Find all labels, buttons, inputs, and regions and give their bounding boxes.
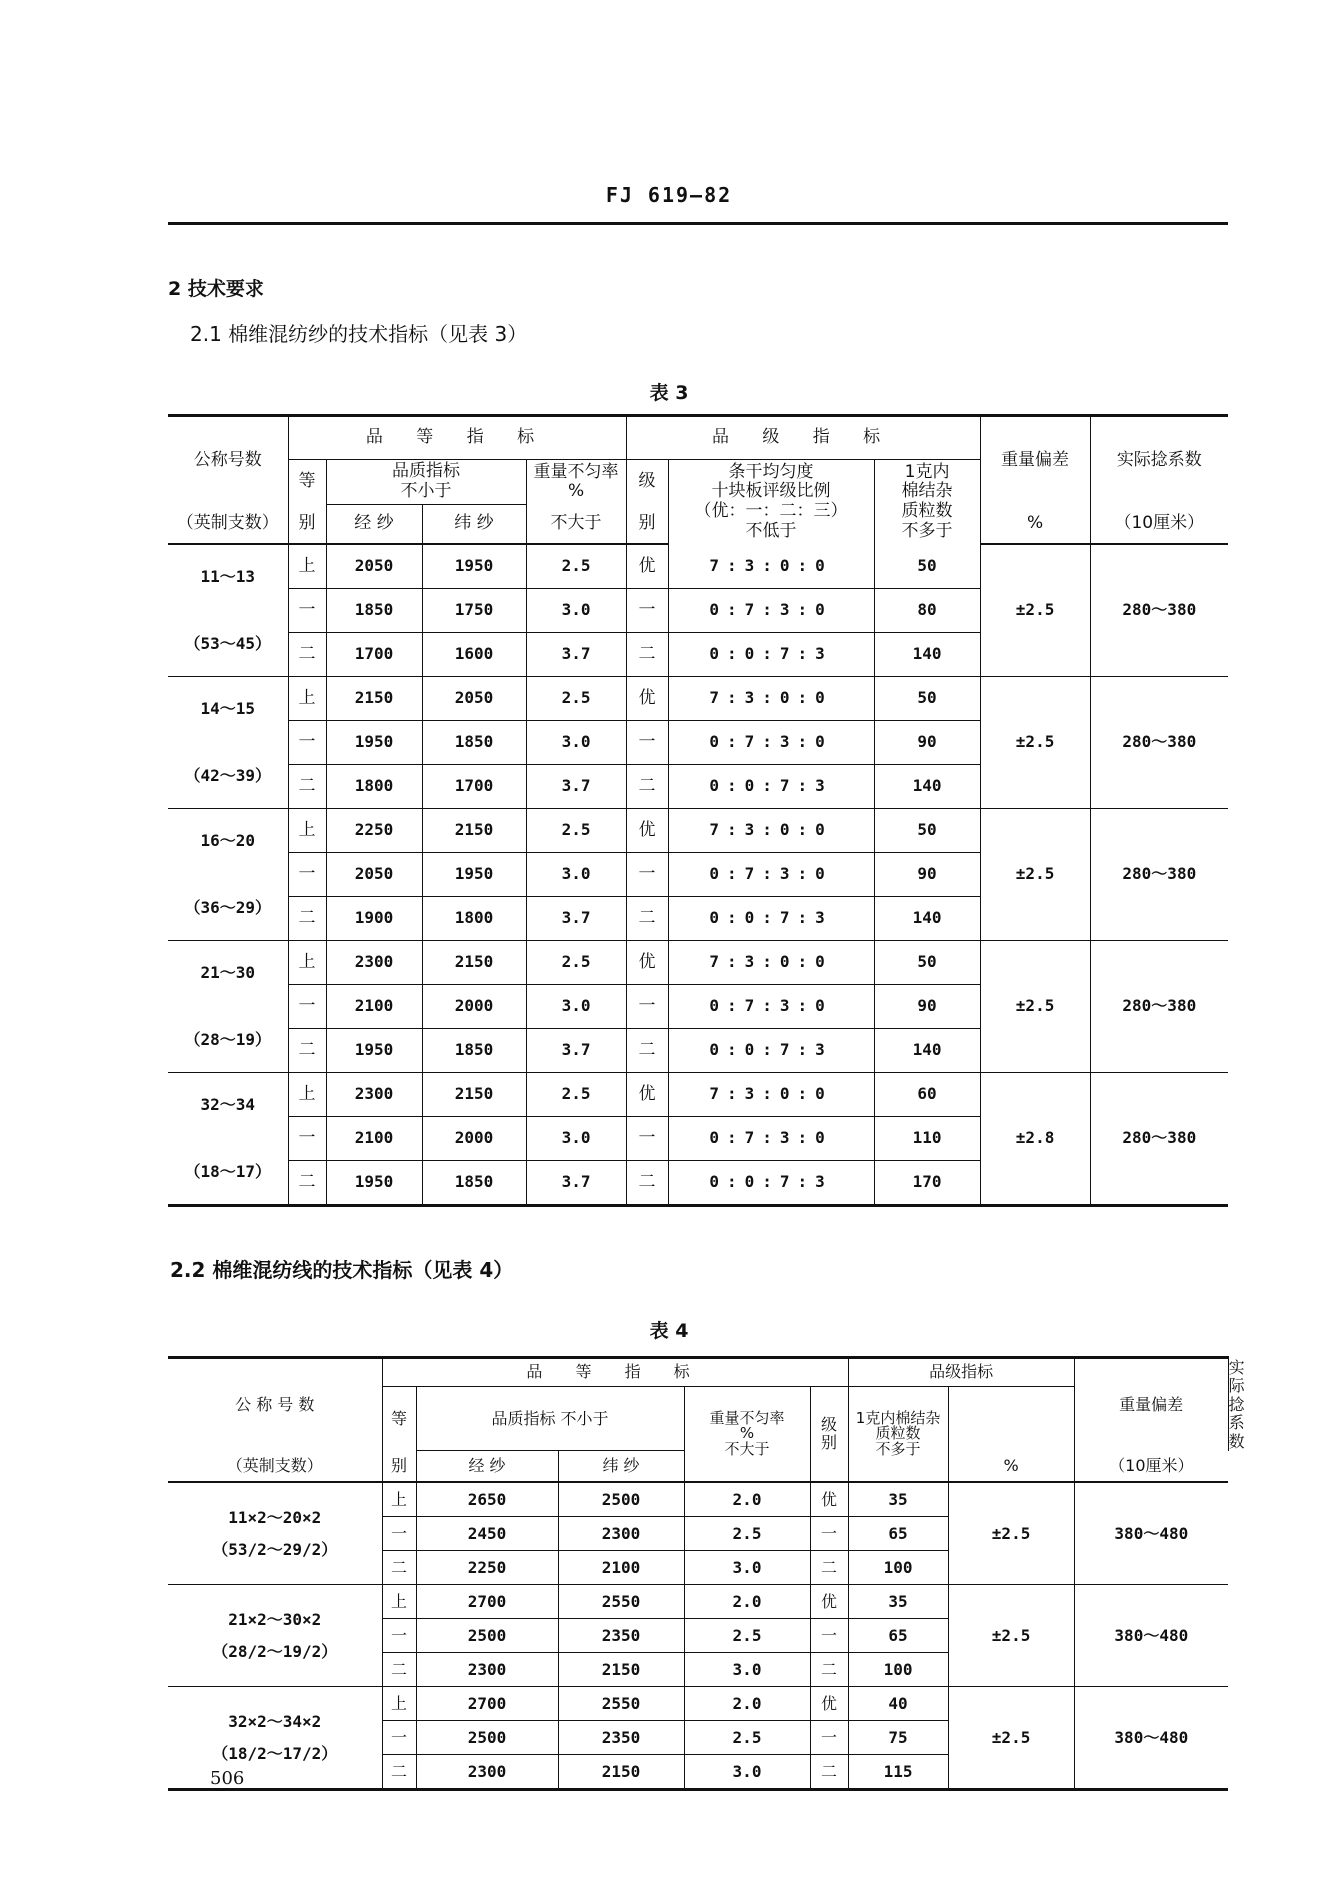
grade: 上 <box>288 809 326 853</box>
neps-count: 40 <box>848 1687 948 1721</box>
warp-strength: 1950 <box>326 721 422 765</box>
level: 二 <box>626 1161 668 1206</box>
evenness-ratio: 7:3:0:0 <box>668 809 874 853</box>
warp-strength: 2500 <box>416 1619 558 1653</box>
grade: 一 <box>288 589 326 633</box>
grade: 上 <box>288 941 326 985</box>
level: 一 <box>810 1619 848 1653</box>
weight-unevenness: 2.5 <box>684 1517 810 1551</box>
count-value: 16～20 <box>200 831 256 851</box>
grade: 一 <box>382 1721 416 1755</box>
neps-count: 90 <box>874 985 980 1029</box>
weft-strength: 1850 <box>422 1161 526 1206</box>
evenness-ratio: 0:0:7:3 <box>668 897 874 941</box>
warp-strength: 2050 <box>326 544 422 589</box>
count-range <box>168 1073 288 1206</box>
neps-count: 50 <box>874 544 980 589</box>
weight-deviation: ±2.5 <box>980 809 1090 941</box>
twist-factor: 380～480 <box>1074 1482 1228 1585</box>
t4-header-grade: 等 <box>382 1387 416 1451</box>
evenness-ratio: 0:0:7:3 <box>668 633 874 677</box>
t4-header-grade-group: 品 等 指 标 <box>382 1358 848 1387</box>
header-count-sub: （英制支数） <box>168 505 288 545</box>
grade: 一 <box>288 721 326 765</box>
page-number: 506 <box>210 1768 245 1789</box>
header-grade: 等 <box>288 460 326 505</box>
warp-strength: 2250 <box>416 1551 558 1585</box>
weight-deviation: ±2.5 <box>980 544 1090 677</box>
header-uneven: 重量不匀率 % <box>526 460 626 505</box>
header-deviation: 重量偏差 <box>980 416 1090 505</box>
english-count: （42～39） <box>184 765 272 785</box>
t4-header-count-sub: （英制支数） <box>168 1451 382 1483</box>
t4-header-quality: 品质指标 不小于 <box>416 1387 684 1451</box>
twist-factor: 280～380 <box>1090 809 1228 941</box>
count-value: 14～15 <box>200 699 256 719</box>
warp-strength: 1850 <box>326 589 422 633</box>
header-deviation-unit: % <box>980 505 1090 545</box>
warp-strength: 2300 <box>416 1755 558 1790</box>
grade: 二 <box>288 897 326 941</box>
t4-header-twist-unit: （10厘米） <box>1074 1451 1228 1483</box>
t4-header-count: 公 称 号 数 <box>168 1358 382 1451</box>
level: 优 <box>810 1482 848 1517</box>
count-range <box>168 1585 382 1687</box>
level: 一 <box>626 721 668 765</box>
grade: 二 <box>288 633 326 677</box>
weft-strength: 2150 <box>422 941 526 985</box>
section-2-2-heading: 2.2 棉维混纺线的技术指标（见表 4） <box>170 1258 514 1282</box>
neps-count: 35 <box>848 1482 948 1517</box>
weight-unevenness: 3.7 <box>526 765 626 809</box>
warp-strength: 2300 <box>416 1653 558 1687</box>
table-4-caption: 表 4 <box>649 1320 689 1342</box>
evenness-ratio: 0:7:3:0 <box>668 589 874 633</box>
warp-strength: 1700 <box>326 633 422 677</box>
weight-unevenness: 3.0 <box>684 1755 810 1790</box>
warp-strength: 2300 <box>326 941 422 985</box>
weft-strength: 2000 <box>422 1117 526 1161</box>
twist-factor: 380～480 <box>1074 1585 1228 1687</box>
weft-strength: 2350 <box>558 1721 684 1755</box>
neps-count: 90 <box>874 721 980 765</box>
level: 二 <box>626 633 668 677</box>
neps-count: 50 <box>874 677 980 721</box>
warp-strength: 2100 <box>326 1117 422 1161</box>
weft-strength: 1950 <box>422 853 526 897</box>
t4-header-uneven: 重量不匀率 % 不大于 <box>684 1387 810 1483</box>
grade: 上 <box>382 1687 416 1721</box>
weft-strength: 2550 <box>558 1585 684 1619</box>
t4-header-warp: 经 纱 <box>416 1451 558 1483</box>
neps-count: 170 <box>874 1161 980 1206</box>
weight-unevenness: 3.0 <box>684 1551 810 1585</box>
weft-strength: 2300 <box>558 1517 684 1551</box>
level: 二 <box>810 1653 848 1687</box>
t4-header-neps: 1克内棉结杂 质粒数 不多于 <box>848 1387 948 1483</box>
weight-deviation: ±2.5 <box>980 677 1090 809</box>
weft-strength: 1950 <box>422 544 526 589</box>
grade: 上 <box>382 1482 416 1517</box>
weight-unevenness: 2.5 <box>526 1073 626 1117</box>
neps-count: 140 <box>874 765 980 809</box>
evenness-ratio: 0:7:3:0 <box>668 1117 874 1161</box>
neps-count: 115 <box>848 1755 948 1790</box>
level: 优 <box>810 1687 848 1721</box>
header-level-b: 别 <box>626 505 668 545</box>
weft-strength: 2100 <box>558 1551 684 1585</box>
weight-unevenness: 3.0 <box>526 1117 626 1161</box>
header-twist: 实际捻系数 <box>1090 416 1228 505</box>
warp-strength: 1950 <box>326 1029 422 1073</box>
english-count: （53/2～29/2） <box>212 1539 338 1559</box>
level: 优 <box>626 677 668 721</box>
grade: 二 <box>382 1551 416 1585</box>
header-neps: 1克内 棉结杂 质粒数 不多于 <box>874 460 980 545</box>
weft-strength: 1750 <box>422 589 526 633</box>
level: 二 <box>626 897 668 941</box>
weft-strength: 1850 <box>422 1029 526 1073</box>
grade: 一 <box>288 1117 326 1161</box>
neps-count: 100 <box>848 1551 948 1585</box>
grade: 上 <box>288 544 326 589</box>
warp-strength: 2450 <box>416 1517 558 1551</box>
level: 一 <box>626 589 668 633</box>
grade: 上 <box>382 1585 416 1619</box>
weight-unevenness: 3.0 <box>526 985 626 1029</box>
evenness-ratio: 0:7:3:0 <box>668 985 874 1029</box>
level: 一 <box>626 985 668 1029</box>
count-value: 21～30 <box>200 963 256 983</box>
count-range <box>168 1482 382 1585</box>
twist-factor: 280～380 <box>1090 941 1228 1073</box>
twist-factor: 280～380 <box>1090 1073 1228 1206</box>
evenness-ratio: 0:7:3:0 <box>668 721 874 765</box>
warp-strength: 1950 <box>326 1161 422 1206</box>
section-2-1-heading: 2.1 棉维混纺纱的技术指标（见表 3） <box>190 322 528 346</box>
weight-unevenness: 2.5 <box>526 677 626 721</box>
warp-strength: 2650 <box>416 1482 558 1517</box>
weight-unevenness: 2.5 <box>684 1619 810 1653</box>
weight-unevenness: 2.5 <box>526 544 626 589</box>
grade: 一 <box>288 853 326 897</box>
level: 二 <box>626 1029 668 1073</box>
table-4: 公 称 号 数 品 等 指 标 品级指标 重量偏差 实际捻系数 等 品质指标 不小于 重量不匀率 % 不大于 级 别 1克内棉结杂 质粒数 不多于 （英制支数） 别 经 纱 纬 纱 % （10厘米） 11×2～20×2 （53/2～29/2） 上 2650 2500 2.0 优 35 ±2.5 380～480 一 2450 2300 2.5 一 65 二 2250 2100 3.0 二 100 21×2～30×2 （28/2～19/2） 上 2700 2550 2.0 优 35 ±2.5 380～480 一 2500 2350 2.5 一 65 二 2300 2150 3.0 二 100 32×2～34×2 （18/2～17/2） 上 2700 2550 2.0 优 40 ±2.5 380～480 一 2500 2350 2.5 一 75 二 2300 2150 3.0 二 115 <box>168 1356 1228 1791</box>
header-warp: 经 纱 <box>326 505 422 545</box>
header-count: 公称号数 <box>168 416 288 505</box>
header-weft: 纬 纱 <box>422 505 526 545</box>
header-grade-group: 品 等 指 标 <box>288 416 626 460</box>
weft-strength: 2500 <box>558 1482 684 1517</box>
level: 优 <box>810 1585 848 1619</box>
neps-count: 50 <box>874 809 980 853</box>
neps-count: 60 <box>874 1073 980 1117</box>
header-uneven-sub: 不大于 <box>526 505 626 545</box>
warp-strength: 2300 <box>326 1073 422 1117</box>
warp-strength: 2700 <box>416 1687 558 1721</box>
level: 二 <box>626 765 668 809</box>
english-count: （53～45） <box>184 633 272 653</box>
weight-deviation: ±2.5 <box>948 1482 1074 1585</box>
weight-unevenness: 3.7 <box>526 1161 626 1206</box>
weight-unevenness: 3.0 <box>526 589 626 633</box>
neps-count: 110 <box>874 1117 980 1161</box>
neps-count: 75 <box>848 1721 948 1755</box>
twist-factor: 380～480 <box>1074 1687 1228 1790</box>
t4-header-deviation-unit: % <box>948 1451 1074 1483</box>
weight-unevenness: 3.7 <box>526 1029 626 1073</box>
warp-strength: 2700 <box>416 1585 558 1619</box>
evenness-ratio: 0:7:3:0 <box>668 853 874 897</box>
level: 一 <box>810 1721 848 1755</box>
header-quality: 品质指标 不小于 <box>326 460 526 505</box>
english-count: （18～17） <box>184 1161 272 1181</box>
grade: 一 <box>382 1619 416 1653</box>
weft-strength: 1600 <box>422 633 526 677</box>
warp-strength: 1900 <box>326 897 422 941</box>
level: 一 <box>626 853 668 897</box>
count-value: 32×2～34×2 <box>228 1711 322 1731</box>
weft-strength: 2050 <box>422 677 526 721</box>
warp-strength: 2500 <box>416 1721 558 1755</box>
warp-strength: 2150 <box>326 677 422 721</box>
neps-count: 90 <box>874 853 980 897</box>
weft-strength: 2150 <box>558 1755 684 1790</box>
header-evenness: 条干均匀度 十块板评级比例 （优：一：二：三） 不低于 <box>668 460 874 545</box>
weft-strength: 2350 <box>558 1619 684 1653</box>
warp-strength: 2250 <box>326 809 422 853</box>
count-range <box>168 544 288 677</box>
weight-unevenness: 3.0 <box>526 721 626 765</box>
twist-factor: 280～380 <box>1090 544 1228 677</box>
weight-deviation: ±2.5 <box>980 941 1090 1073</box>
evenness-ratio: 7:3:0:0 <box>668 544 874 589</box>
level: 一 <box>810 1517 848 1551</box>
level: 优 <box>626 941 668 985</box>
count-range <box>168 941 288 1073</box>
level: 优 <box>626 809 668 853</box>
neps-count: 140 <box>874 897 980 941</box>
grade: 一 <box>382 1517 416 1551</box>
english-count: （18/2～17/2） <box>212 1743 338 1763</box>
weight-deviation: ±2.8 <box>980 1073 1090 1206</box>
evenness-ratio: 7:3:0:0 <box>668 941 874 985</box>
count-value: 21×2～30×2 <box>228 1609 322 1629</box>
weft-strength: 2150 <box>422 809 526 853</box>
document-number: FJ 619—82 <box>605 183 733 207</box>
evenness-ratio: 7:3:0:0 <box>668 677 874 721</box>
twist-factor: 280～380 <box>1090 677 1228 809</box>
neps-count: 65 <box>848 1517 948 1551</box>
t4-header-grade-b: 别 <box>382 1451 416 1483</box>
neps-count: 100 <box>848 1653 948 1687</box>
grade: 一 <box>288 985 326 1029</box>
english-count: （28～19） <box>184 1029 272 1049</box>
weft-strength: 1700 <box>422 765 526 809</box>
grade: 上 <box>288 677 326 721</box>
level: 二 <box>810 1551 848 1585</box>
weight-deviation: ±2.5 <box>948 1687 1074 1790</box>
grade: 二 <box>288 1161 326 1206</box>
weight-unevenness: 2.5 <box>526 941 626 985</box>
weft-strength: 2550 <box>558 1687 684 1721</box>
level: 优 <box>626 1073 668 1117</box>
count-range <box>168 1687 382 1790</box>
t4-header-level: 级 别 <box>810 1387 848 1483</box>
table-3 <box>168 414 1228 1207</box>
neps-count: 140 <box>874 1029 980 1073</box>
warp-strength: 2050 <box>326 853 422 897</box>
level: 二 <box>810 1755 848 1790</box>
header-rule <box>168 222 1228 225</box>
neps-count: 80 <box>874 589 980 633</box>
grade: 二 <box>288 765 326 809</box>
grade: 上 <box>288 1073 326 1117</box>
weight-unevenness: 2.0 <box>684 1482 810 1517</box>
t4-header-level-group: 品级指标 <box>848 1358 1074 1387</box>
weight-unevenness: 3.0 <box>526 853 626 897</box>
english-count: （36～29） <box>184 897 272 917</box>
header-twist-unit: （10厘米） <box>1090 505 1228 545</box>
weight-unevenness: 3.0 <box>684 1653 810 1687</box>
weft-strength: 2150 <box>422 1073 526 1117</box>
weight-unevenness: 3.7 <box>526 897 626 941</box>
weft-strength: 2000 <box>422 985 526 1029</box>
count-value: 32～34 <box>200 1095 256 1115</box>
weight-unevenness: 2.0 <box>684 1585 810 1619</box>
warp-strength: 2100 <box>326 985 422 1029</box>
count-value: 11～13 <box>200 567 256 587</box>
count-range <box>168 809 288 941</box>
header-level: 级 <box>626 460 668 505</box>
evenness-ratio: 7:3:0:0 <box>668 1073 874 1117</box>
weight-unevenness: 2.5 <box>526 809 626 853</box>
grade: 二 <box>382 1755 416 1790</box>
warp-strength: 1800 <box>326 765 422 809</box>
section-2-heading: 2 技术要求 <box>168 278 264 300</box>
count-range <box>168 677 288 809</box>
english-count: （28/2～19/2） <box>212 1641 338 1661</box>
table-3-caption: 表 3 <box>649 382 689 404</box>
weft-strength: 1800 <box>422 897 526 941</box>
weight-unevenness: 2.0 <box>684 1687 810 1721</box>
level: 优 <box>626 544 668 589</box>
evenness-ratio: 0:0:7:3 <box>668 765 874 809</box>
level: 一 <box>626 1117 668 1161</box>
weight-unevenness: 2.5 <box>684 1721 810 1755</box>
t4-header-deviation: 重量偏差 <box>1074 1358 1228 1451</box>
weight-unevenness: 3.7 <box>526 633 626 677</box>
grade: 二 <box>288 1029 326 1073</box>
neps-count: 65 <box>848 1619 948 1653</box>
header-grade-b: 别 <box>288 505 326 545</box>
neps-count: 35 <box>848 1585 948 1619</box>
neps-count: 50 <box>874 941 980 985</box>
evenness-ratio: 0:0:7:3 <box>668 1029 874 1073</box>
weight-deviation: ±2.5 <box>948 1585 1074 1687</box>
neps-count: 140 <box>874 633 980 677</box>
header-level-group: 品 级 指 标 <box>626 416 980 460</box>
evenness-ratio: 0:0:7:3 <box>668 1161 874 1206</box>
t4-header-weft: 纬 纱 <box>558 1451 684 1483</box>
grade: 二 <box>382 1653 416 1687</box>
weft-strength: 2150 <box>558 1653 684 1687</box>
count-value: 11×2～20×2 <box>228 1507 322 1527</box>
weft-strength: 1850 <box>422 721 526 765</box>
